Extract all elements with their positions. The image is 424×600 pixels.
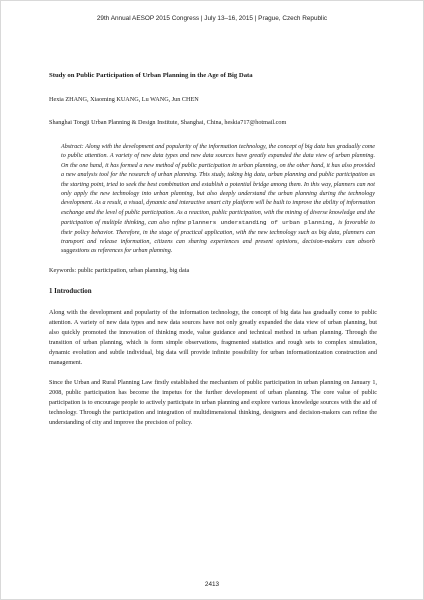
abstract-label: Abstract: — [61, 144, 84, 150]
abstract — [49, 143, 377, 257]
intro-paragraph-1: Along with the development and popularity of the information technology, the concept of big data has gradually come to public attention. A variety of new data types and new data sources have not only greatly expanded the data view of urban planning, but also quickly promoted the innovation of thinking mode, value guidance and technical method in urban planning. Through the transition of urban planning, which is form simple observations, fragmented statistics and rough sets to complex simulation, dynamic evolution and subtle individual, big data will provide infinite possibility for urban informationization construction and management. — [49, 308, 377, 366]
paper-authors: Hexia ZHANG, Xiaoming KUANG, Lu WANG, Jun CHEN — [49, 96, 199, 103]
keywords: Keywords: public participation, urban planning, big data — [49, 266, 190, 274]
abstract-mono-text: planners understanding of urban planning, — [187, 219, 336, 227]
paper-affiliation: Shanghai Tongji Urban Planning & Design Institute, Shanghai, China, heskia717@hotmail.com — [49, 119, 287, 126]
running-header: 29th Annual AESOP 2015 Congress | July 13–16, 2015 | Prague, Czech Republic — [96, 15, 328, 22]
page-number: 2413 — [204, 581, 220, 588]
abstract-text-part2: is favorable to their policy behavior. Therefore, in the stage of practical application, with the new technology such as big data, planners can transport and release information, citizens can sharing experiences and present opinions, decision-makers can absorb suggestions as references for urban planning. — [61, 220, 375, 255]
intro-paragraph-2: Since the Urban and Rural Planning Law firstly established the mechanism of public participation in urban planning on January 1, 2008, public participation has become the impetus for the further development of urban planning. The core value of public participation is to encourage people to actively participate in urban planning and explore various knowledge sources with the aid of technology. Through the participation and integration of multidimensional thinking, designers and decision-makers can refine the understanding of city and improve the precision of policy. — [49, 378, 377, 426]
abstract-text-part1: Along with the development and popularity of the information technology, the concept of big data has gradually come to public attention. A variety of new data types and new data sources have greatly expanded the data view of urban planning. On the one hand, it has formed a new method of public participation in urban planning, on the other hand, it has also provided a new analysis tool for the research of urban planning. This study, taking big data, urban planning and public participation as the starting point, tried to seek the best combination and establish a potential bridge among them. In this way, planners can not only apply the new technology into urban planning, but also deeply understand the urban planning during the technology development. As a result, a visual, dynamic and interactive smart city platform will be built to improve the ability of information exchange and the level of public participation. As a reaction, public participation, with the mining of diverse knowledge and the participation of multiple thinking, can also refine — [61, 144, 375, 227]
section-heading-introduction: 1 Introduction — [49, 287, 92, 295]
paper-title: Study on Public Participation of Urban Planning in the Age of Big Data — [49, 72, 253, 79]
paper-content — [49, 71, 377, 428]
